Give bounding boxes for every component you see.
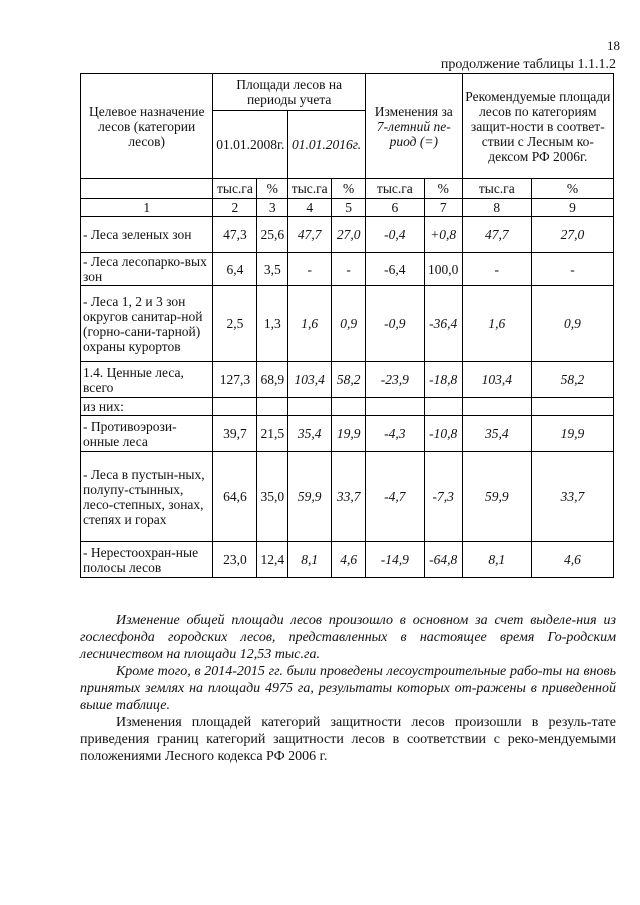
cell-c5: -	[332, 253, 366, 286]
row-label: - Противоэрози-онные леса	[81, 416, 213, 452]
cell-c7: -36,4	[424, 286, 462, 362]
cell-c6: -0,9	[365, 286, 424, 362]
cell-c3: 68,9	[257, 362, 288, 398]
cell-c3: 35,0	[257, 452, 288, 542]
header-recommended: Рекомендуемые площади лесов по категориям защит-ности в соответ-ствии с Лесным ко-дексом РФ 2006г.	[462, 74, 613, 179]
cell-c6	[365, 398, 424, 416]
cell-c7	[424, 398, 462, 416]
cell-c3: 25,6	[257, 217, 288, 253]
table-row	[81, 362, 614, 398]
cell-c5: 19,9	[332, 416, 366, 452]
header-areas-group: Площади лесов на периоды учета	[213, 74, 366, 111]
cell-c5: 58,2	[332, 362, 366, 398]
col-number: 8	[462, 199, 531, 217]
cell-c6: -6,4	[365, 253, 424, 286]
cell-c2: 6,4	[213, 253, 257, 286]
cell-c2: 23,0	[213, 542, 257, 578]
table-row	[81, 398, 614, 416]
unit-empty	[81, 179, 213, 199]
cell-c2: 47,3	[213, 217, 257, 253]
header-change	[365, 74, 462, 179]
unit-ha: тыс.га	[213, 179, 257, 199]
col-number: 1	[81, 199, 213, 217]
cell-c5: 4,6	[332, 542, 366, 578]
cell-c8: 1,6	[462, 286, 531, 362]
cell-c8: -	[462, 253, 531, 286]
header-purpose: Целевое назначение лесов (категории лесов)	[81, 74, 213, 179]
row-label: из них:	[81, 398, 213, 416]
row-label: - Леса зеленых зон	[81, 217, 213, 253]
cell-c9	[531, 398, 613, 416]
cell-c4: -	[288, 253, 332, 286]
row-label: - Леса лесопарко-вых зон	[81, 253, 213, 286]
header-change-title: Изменения за	[374, 103, 453, 119]
unit-ha: тыс.га	[288, 179, 332, 199]
header-date-2008: 01.01.2008г.	[213, 111, 288, 179]
header-date-2016: 01.01.2016г.	[288, 111, 366, 179]
unit-pct: %	[531, 179, 613, 199]
cell-c6: -0,4	[365, 217, 424, 253]
cell-c2	[213, 398, 257, 416]
unit-ha: тыс.га	[462, 179, 531, 199]
cell-c9: 33,7	[531, 452, 613, 542]
row-label: - Леса в пустын-ных, полупу-стынных, лесо-степных, зонах, степях и горах	[81, 452, 213, 542]
table-row	[81, 542, 614, 578]
cell-c8: 8,1	[462, 542, 531, 578]
cell-c5: 33,7	[332, 452, 366, 542]
cell-c9: -	[531, 253, 613, 286]
cell-c4: 59,9	[288, 452, 332, 542]
notes	[80, 612, 616, 765]
col-number: 4	[288, 199, 332, 217]
cell-c8	[462, 398, 531, 416]
cell-c6: -4,3	[365, 416, 424, 452]
table-row	[81, 217, 614, 253]
forest-table	[80, 73, 614, 578]
cell-c5: 0,9	[332, 286, 366, 362]
cell-c9: 4,6	[531, 542, 613, 578]
cell-c9: 0,9	[531, 286, 613, 362]
unit-pct: %	[257, 179, 288, 199]
col-number: 2	[213, 199, 257, 217]
cell-c4: 103,4	[288, 362, 332, 398]
cell-c8: 35,4	[462, 416, 531, 452]
row-label: 1.4. Ценные леса, всего	[81, 362, 213, 398]
table-row	[81, 416, 614, 452]
cell-c3: 1,3	[257, 286, 288, 362]
cell-c5: 27,0	[332, 217, 366, 253]
row-label: - Нерестоохран-ные полосы лесов	[81, 542, 213, 578]
cell-c2: 2,5	[213, 286, 257, 362]
unit-ha: тыс.га	[365, 179, 424, 199]
cell-c4: 8,1	[288, 542, 332, 578]
cell-c6: -14,9	[365, 542, 424, 578]
cell-c3: 3,5	[257, 253, 288, 286]
note-paragraph-1: Изменение общей площади лесов произошло в основном за счет выделе-ния из гослесфонда городских лесов, представленных в настоящее время Го-родским лесничеством на площади 12,53 тыс.га.	[80, 613, 616, 662]
table-row	[81, 452, 614, 542]
table-row	[81, 286, 614, 362]
cell-c7: -64,8	[424, 542, 462, 578]
cell-c2: 39,7	[213, 416, 257, 452]
cell-c7: -7,3	[424, 452, 462, 542]
cell-c2: 127,3	[213, 362, 257, 398]
unit-pct: %	[332, 179, 366, 199]
col-number: 9	[531, 199, 613, 217]
cell-c8: 47,7	[462, 217, 531, 253]
cell-c9: 27,0	[531, 217, 613, 253]
cell-c3	[257, 398, 288, 416]
row-label: - Леса 1, 2 и 3 зон округов санитар-ной (горно-сани-тарной) охраны курортов	[81, 286, 213, 362]
cell-c5	[332, 398, 366, 416]
cell-c7: -10,8	[424, 416, 462, 452]
cell-c3: 12,4	[257, 542, 288, 578]
col-number: 7	[424, 199, 462, 217]
cell-c8: 59,9	[462, 452, 531, 542]
cell-c4	[288, 398, 332, 416]
col-number: 3	[257, 199, 288, 217]
table-row	[81, 253, 614, 286]
cell-c7: 100,0	[424, 253, 462, 286]
cell-c6: -23,9	[365, 362, 424, 398]
cell-c4: 1,6	[288, 286, 332, 362]
unit-pct: %	[424, 179, 462, 199]
header-change-period: 7-летний пе-риод (=)	[376, 118, 451, 149]
cell-c3: 21,5	[257, 416, 288, 452]
table-continuation-caption: продолжение таблицы 1.1.1.2	[440, 57, 616, 72]
col-number: 5	[332, 199, 366, 217]
cell-c7: +0,8	[424, 217, 462, 253]
cell-c9: 19,9	[531, 416, 613, 452]
col-number: 6	[365, 199, 424, 217]
cell-c6: -4,7	[365, 452, 424, 542]
cell-c7: -18,8	[424, 362, 462, 398]
cell-c4: 47,7	[288, 217, 332, 253]
cell-c8: 103,4	[462, 362, 531, 398]
cell-c4: 35,4	[288, 416, 332, 452]
note-paragraph-2: Кроме того, в 2014-2015 гг. были проведены лесоустроительные рабо-ты на вновь принятых землях на площади 4975 га, результаты которых от-ражены в приведенной выше таблице.	[80, 664, 616, 713]
page-number: 18	[607, 38, 620, 53]
note-paragraph-3: Изменения площадей категорий защитности лесов произошли в резуль-тате приведения границ категорий защитности лесов в соответствии с реко-мендуемыми положениями Лесного кодекса РФ 2006 г.	[80, 715, 616, 764]
cell-c9: 58,2	[531, 362, 613, 398]
cell-c2: 64,6	[213, 452, 257, 542]
